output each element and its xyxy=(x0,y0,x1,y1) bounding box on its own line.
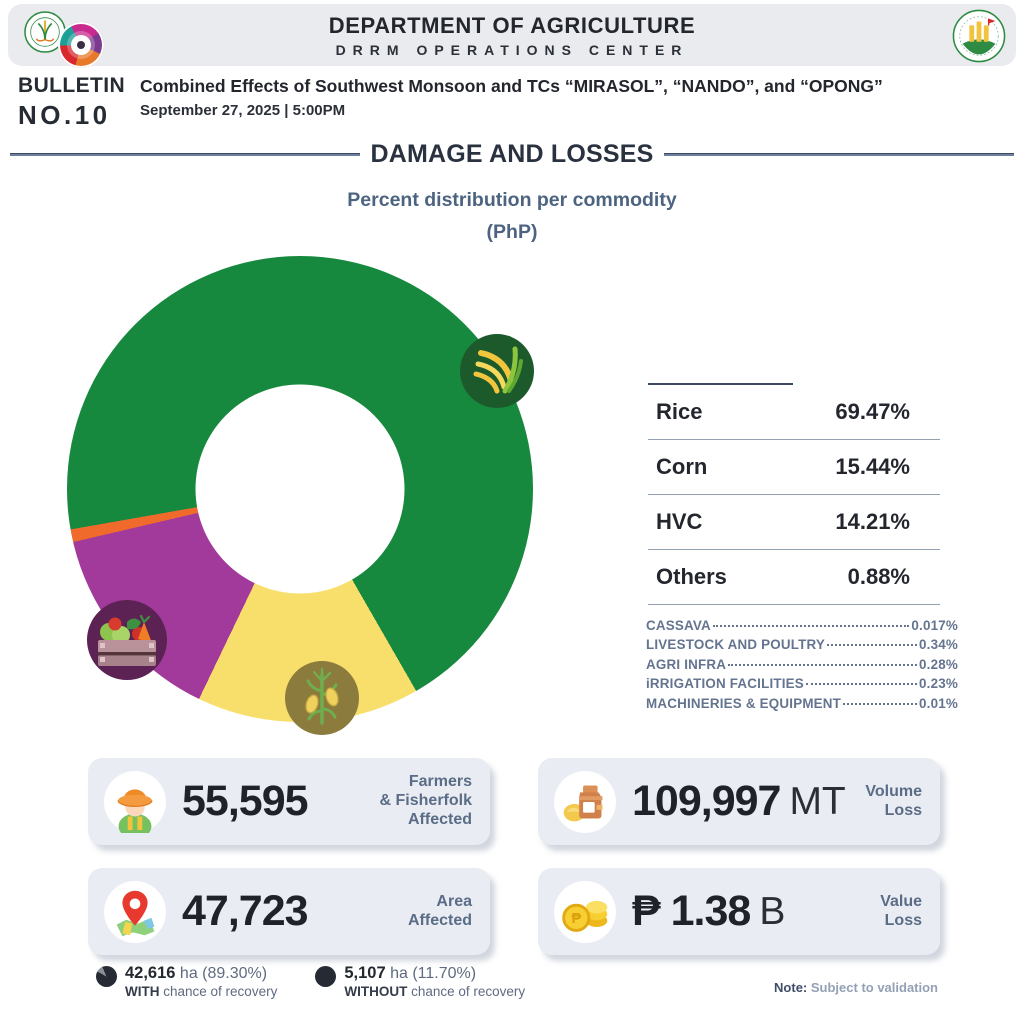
divider-line-right xyxy=(664,153,1014,156)
legend-row-rice xyxy=(648,385,940,440)
bulletin-title: Combined Effects of Southwest Monsoon and TCs “MIRASOL”, “NANDO”, and “OPONG” xyxy=(140,76,883,96)
without-recovery-line2: WITHOUT chance of recovery xyxy=(344,984,526,999)
breakdown-label: iRRIGATION FACILITIES xyxy=(646,676,804,692)
commodity-distribution-chart xyxy=(0,245,1024,745)
recovery-breakdown xyxy=(96,964,525,999)
header-subtitle: DRRM OPERATIONS CENTER xyxy=(335,42,689,58)
legend-value: 0.88% xyxy=(847,564,910,589)
legend-row-hvc xyxy=(648,495,940,550)
bulletin-datetime: September 27, 2025 | 5:00PM xyxy=(140,102,346,119)
area-affected-value: 47,723 xyxy=(182,887,308,935)
breakdown-row-machineries xyxy=(646,694,958,713)
map-pin-icon xyxy=(104,881,166,943)
bulletin-number-value: NO.10 xyxy=(18,100,111,130)
peso-coins-icon xyxy=(554,881,616,943)
breakdown-value: 0.28% xyxy=(919,656,958,672)
legend-value: 69.47% xyxy=(835,399,910,424)
breakdown-row-agri-infra xyxy=(646,655,958,674)
breakdown-row-cassava xyxy=(646,616,958,635)
commodity-legend-table xyxy=(648,383,940,605)
without-recovery-item xyxy=(315,964,525,999)
with-recovery-line1: 42,616 ha (89.30%) xyxy=(125,964,268,982)
breakdown-label: CASSAVA xyxy=(646,618,711,633)
legend-row-others xyxy=(648,550,940,605)
area-affected-label: Area Affected xyxy=(407,892,472,929)
legend-label: Corn xyxy=(656,454,708,479)
breakdown-value: 0.017% xyxy=(911,618,958,633)
breakdown-label: LIVESTOCK AND POULTRY xyxy=(646,637,826,653)
breakdown-value: 0.01% xyxy=(919,695,958,711)
farmers-affected-card xyxy=(88,758,490,845)
bulletin-number xyxy=(18,74,140,131)
bulletin-label: BULLETIN xyxy=(18,74,126,97)
divider-line-left xyxy=(10,153,360,156)
legend-label: HVC xyxy=(656,509,703,534)
dotted-leader xyxy=(843,703,917,705)
chart-heading xyxy=(0,184,1024,248)
without-recovery-line1: 5,107 ha (11.70%) xyxy=(344,964,477,982)
dotted-leader xyxy=(713,625,909,627)
grain-sack-icon xyxy=(554,771,616,833)
chart-heading-line1: Percent distribution per commodity xyxy=(347,189,677,211)
header-title: DEPARTMENT OF AGRICULTURE xyxy=(328,13,696,38)
value-loss-card xyxy=(538,868,940,955)
volume-loss-label: Volume Loss xyxy=(865,782,922,819)
chart-heading-line2: (PhP) xyxy=(486,221,538,244)
full-pie-icon xyxy=(315,966,336,987)
area-affected-card xyxy=(88,868,490,955)
breakdown-value: 0.23% xyxy=(919,676,958,692)
volume-loss-unit: MT xyxy=(789,779,846,823)
volume-loss-value: 109,997 xyxy=(632,777,781,825)
legend-label: Others xyxy=(656,564,727,589)
farmers-affected-value: 55,595 xyxy=(182,777,308,825)
breakdown-label: MACHINERIES & EQUIPMENT xyxy=(646,695,842,711)
dotted-leader xyxy=(728,664,917,666)
with-recovery-line2: WITH chance of recovery xyxy=(125,984,278,999)
section-divider xyxy=(10,140,1014,169)
legend-label: Rice xyxy=(656,399,703,424)
breakdown-row-livestock xyxy=(646,635,958,654)
legend-row-corn xyxy=(648,440,940,495)
with-recovery-item xyxy=(96,964,277,999)
value-loss-value: ₱ 1.38 xyxy=(632,887,751,935)
volume-loss-card xyxy=(538,758,940,845)
corn-plant-icon xyxy=(285,661,359,735)
others-breakdown-list xyxy=(646,616,958,713)
farmer-icon xyxy=(104,771,166,833)
legend-value: 15.44% xyxy=(835,454,910,479)
vegetable-crate-icon xyxy=(87,600,167,680)
rice-plant-icon xyxy=(459,333,535,409)
bulletin-header xyxy=(18,74,1010,131)
header-bar xyxy=(8,4,1016,66)
dotted-leader xyxy=(806,683,917,685)
svg-text:₱: ₱ xyxy=(571,910,582,927)
breakdown-value: 0.34% xyxy=(919,637,958,653)
partial-pie-icon xyxy=(96,966,117,987)
donut-hole xyxy=(196,385,405,594)
farmers-affected-label: Farmers & Fisherfolk Affected xyxy=(379,773,472,828)
breakdown-label: AGRI INFRA xyxy=(646,656,727,672)
masaganang-agrikultura-logo-icon xyxy=(952,9,1006,63)
legend-value: 14.21% xyxy=(835,509,910,534)
dotted-leader xyxy=(827,644,917,646)
section-title: DAMAGE AND LOSSES xyxy=(370,140,654,168)
breakdown-row-irrigation xyxy=(646,674,958,693)
validation-note: Note: Subject to validation xyxy=(774,980,938,995)
value-loss-unit: B xyxy=(759,889,786,933)
value-loss-label: Value Loss xyxy=(880,892,922,929)
